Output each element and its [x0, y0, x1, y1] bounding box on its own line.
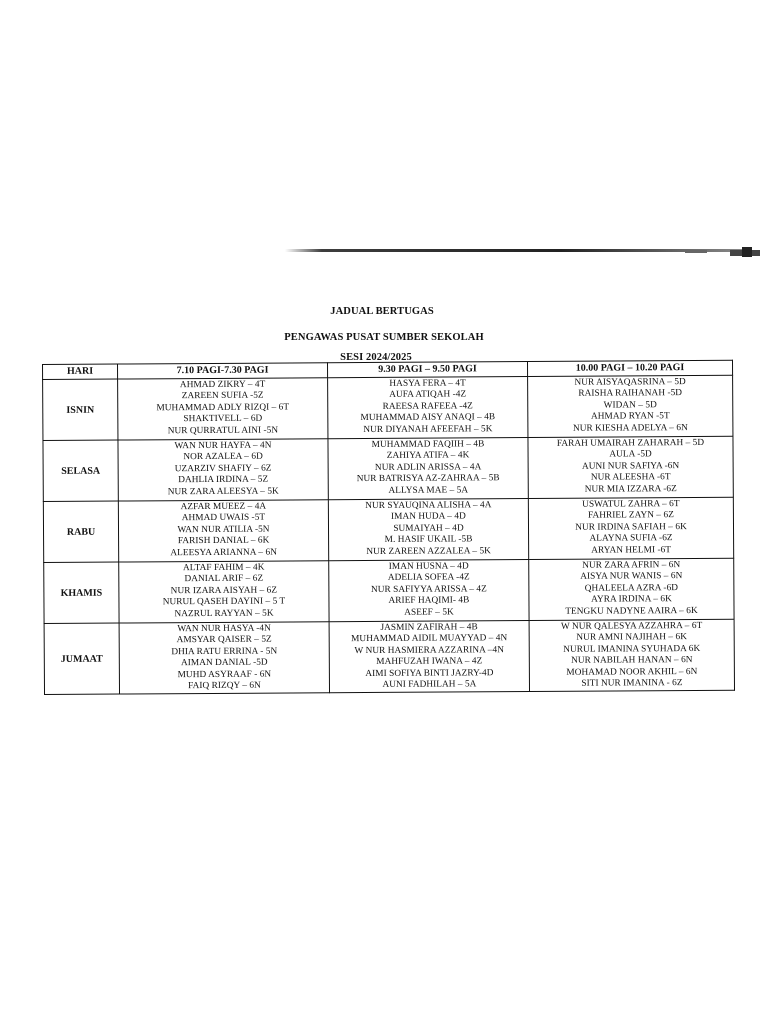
- header-slot-1: 7.10 PAGI-7.30 PAGI: [118, 363, 328, 379]
- student-name: SHAKTIVELL – 6D: [183, 413, 263, 425]
- student-name: NUR AISYAQASRINA – 5D: [574, 377, 686, 388]
- student-name: NUR ZARA AFRIN – 6N: [582, 560, 681, 571]
- day-cell: RABU: [43, 501, 118, 562]
- student-name: AZFAR MUEEZ – 4A: [180, 501, 267, 513]
- student-name: DHIA RATU ERRINA - 5N: [171, 646, 278, 658]
- header-slot-3: 10.00 PAGI – 10.20 PAGI: [527, 360, 732, 376]
- student-name: SITI NUR IMANINA - 6Z: [581, 678, 683, 689]
- student-name: RAISHA RAIHANAH -5D: [578, 388, 683, 400]
- student-name: MUHAMMAD FAQIIH – 4B: [371, 439, 485, 450]
- student-name: ASEEF – 5K: [404, 607, 454, 618]
- student-name: ZAREEN SUFIA -5Z: [181, 391, 264, 402]
- student-name: HASYA FERA – 4T: [389, 378, 466, 389]
- document-subtitle: PENGAWAS PUSAT SUMBER SEKOLAH: [284, 332, 484, 343]
- table-row: [43, 497, 733, 562]
- name-list: [120, 622, 329, 694]
- student-name: NUR DIYANAH AFEEFAH – 5K: [363, 423, 493, 435]
- student-name: NUR NABILAH HANAN – 6N: [571, 655, 693, 666]
- student-name: JASMIN ZAFIRAH – 4B: [380, 622, 478, 633]
- student-name: AHMAD UWAIS -5T: [181, 513, 266, 524]
- student-name: ALEESYA ARIANNA – 6N: [170, 547, 277, 558]
- slot-cell: [528, 375, 733, 437]
- day-cell: ISNIN: [43, 379, 118, 440]
- student-name: NUR SAFIYYA ARISSA – 4Z: [370, 584, 487, 595]
- name-list: [529, 559, 733, 619]
- student-name: NUR IRDINA SAFIAH – 6K: [575, 521, 687, 533]
- student-name: FARAH UMAIRAH ZAHARAH – 5D: [556, 437, 705, 449]
- student-name: W NUR HASMIERA AZZARINA –4N: [354, 644, 504, 656]
- session-label: SESI 2024/2025: [340, 352, 412, 363]
- name-list: [329, 560, 528, 620]
- day-cell: SELASA: [43, 440, 118, 501]
- student-name: ZAHIYA ATIFA – 4K: [386, 450, 470, 462]
- student-name: AHMAD ZIKRY – 4T: [179, 379, 266, 391]
- slot-cell: [118, 378, 328, 440]
- student-name: MAHFUZAH IWANA – 4Z: [376, 656, 483, 668]
- student-name: IMAN HUSNA – 4D: [388, 561, 469, 572]
- name-list: [528, 376, 732, 436]
- day-cell: JUMAAT: [44, 623, 119, 695]
- student-name: MUHD ASYRAAF - 6N: [177, 669, 272, 680]
- roster-body: [43, 375, 735, 695]
- student-name: AIMAN DANIAL -5D: [180, 657, 268, 669]
- student-name: NUR ALEESHA -6T: [590, 472, 671, 483]
- slot-cell: [119, 622, 329, 695]
- document-title: JADUAL BERTUGAS: [330, 306, 434, 317]
- student-name: DANIAL ARIF – 6Z: [184, 574, 264, 585]
- duty-roster-table-container: [42, 360, 734, 696]
- student-name: NURUL QASEH DAYINI – 5 T: [162, 596, 286, 608]
- student-name: AYRA IRDINA – 6K: [591, 594, 672, 605]
- student-name: WAN NUR ATILIA -5N: [177, 524, 270, 535]
- student-name: WIDAN – 5D: [603, 400, 657, 411]
- student-name: NAZRUL RAYYAN – 5K: [174, 608, 274, 619]
- day-cell: KHAMIS: [44, 562, 119, 623]
- student-name: AUFA ATIQAH -4Z: [389, 389, 467, 401]
- student-name: UZARZIV SHAFIY – 6Z: [174, 463, 272, 475]
- student-name: ARYAN HELMI -6T: [591, 544, 672, 556]
- table-row: [44, 558, 734, 623]
- student-name: ALAYNA SUFIA -6Z: [589, 533, 673, 544]
- student-name: NUR ZAREEN AZZALEA – 5K: [366, 545, 491, 557]
- slot-cell: [328, 499, 528, 561]
- student-name: AULA -5D: [609, 449, 652, 460]
- name-list: [119, 500, 328, 560]
- slot-cell: [528, 497, 733, 559]
- student-name: WAN NUR HAYFA – 4N: [174, 440, 272, 452]
- scan-edge-line: [285, 249, 745, 252]
- student-name: MUHAMMAD ADLY RIZQI – 6T: [156, 402, 290, 414]
- student-name: ALTAF FAHIM – 4K: [183, 562, 265, 574]
- student-name: NOR AZALEA – 6D: [183, 452, 263, 463]
- student-name: FAIQ RIZQY – 6N: [188, 680, 261, 692]
- scan-mark: [685, 250, 707, 253]
- student-name: TENGKU NADYNE AAIRA – 6K: [565, 605, 698, 617]
- student-name: FARISH DANIAL – 6K: [177, 535, 270, 547]
- student-name: FAHRIEL ZAYN – 6Z: [587, 510, 674, 522]
- slot-cell: [118, 439, 328, 501]
- student-name: MUHAMMAD AISY ANAQI – 4B: [360, 412, 496, 424]
- student-name: NUR BATRISYA AZ-ZAHRAA – 5B: [356, 473, 500, 485]
- slot-cell: [529, 558, 734, 620]
- name-list: [328, 377, 527, 437]
- student-name: W NUR QALESYA AZZAHRA – 6T: [560, 620, 703, 632]
- student-name: NUR AMNI NAJIHAH – 6K: [576, 632, 687, 644]
- table-row: [44, 619, 734, 695]
- slot-cell: [329, 621, 529, 694]
- slot-cell: [329, 560, 529, 622]
- student-name: SUMAIYAH – 4D: [393, 523, 464, 534]
- scan-mark: [742, 247, 752, 257]
- student-name: AUNI NUR SAFIYA -6N: [581, 460, 680, 472]
- student-name: ALLYSA MAE – 5A: [388, 485, 469, 496]
- student-name: NUR IZARA AISYAH – 6Z: [170, 585, 278, 597]
- student-name: AISYA NUR WANIS – 6N: [580, 571, 683, 583]
- student-name: USWATUL ZAHRA – 6T: [582, 499, 680, 510]
- name-list: [529, 498, 733, 558]
- student-name: NUR MIA IZZARA -6Z: [584, 483, 677, 495]
- duty-roster-table: [42, 360, 735, 696]
- header-slot-2: 9.30 PAGI – 9.50 PAGI: [327, 362, 527, 378]
- slot-cell: [328, 438, 528, 500]
- header-day: HARI: [43, 364, 118, 379]
- table-row: [43, 375, 733, 440]
- slot-cell: [119, 561, 329, 623]
- name-list: [329, 499, 528, 559]
- student-name: NUR SYAUQINA ALISHA – 4A: [365, 500, 492, 512]
- student-name: AUNI FADHILAH – 5A: [382, 679, 477, 690]
- student-name: NUR QURRATUL AINI -5N: [167, 425, 279, 436]
- name-list: [530, 620, 734, 692]
- student-name: DAHLIA IRDINA – 5Z: [178, 474, 269, 486]
- student-name: RAEESA RAFEEA -4Z: [382, 401, 473, 412]
- slot-cell: [529, 619, 734, 692]
- student-name: AMSYAR QAISER – 5Z: [176, 635, 272, 646]
- student-name: WAN NUR HASYA -4N: [177, 623, 271, 635]
- name-list: [118, 378, 327, 438]
- student-name: IMAN HUDA – 4D: [390, 511, 466, 523]
- student-name: MOHAMAD NOOR AKHIL – 6N: [566, 666, 698, 678]
- slot-cell: [118, 500, 328, 562]
- student-name: NUR KIESHA ADELYA – 6N: [572, 422, 688, 434]
- slot-cell: [328, 377, 528, 439]
- student-name: MUHAMMAD AIDIL MUAYYAD – 4N: [351, 633, 508, 645]
- name-list: [330, 621, 529, 693]
- student-name: NUR ZARA ALEESYA – 5K: [167, 486, 279, 497]
- student-name: ARIEF HAQIMI- 4B: [388, 595, 470, 607]
- slot-cell: [528, 436, 733, 498]
- name-list: [328, 438, 527, 498]
- name-list: [528, 437, 732, 497]
- student-name: ADELIA SOFEA -4Z: [387, 572, 470, 584]
- student-name: NUR ADLIN ARISSA – 4A: [374, 462, 482, 473]
- student-name: NURUL IMANINA SYUHADA 6K: [563, 643, 701, 655]
- student-name: M. HASIF UKAIL -5B: [384, 534, 473, 546]
- student-name: AIMI SOFIYA BINTI JAZRY-4D: [365, 667, 494, 679]
- student-name: QHALEELA AZRA -6D: [584, 582, 679, 594]
- student-name: AHMAD RYAN -5T: [590, 411, 670, 422]
- name-list: [119, 561, 328, 621]
- table-row: [43, 436, 733, 501]
- name-list: [118, 439, 327, 499]
